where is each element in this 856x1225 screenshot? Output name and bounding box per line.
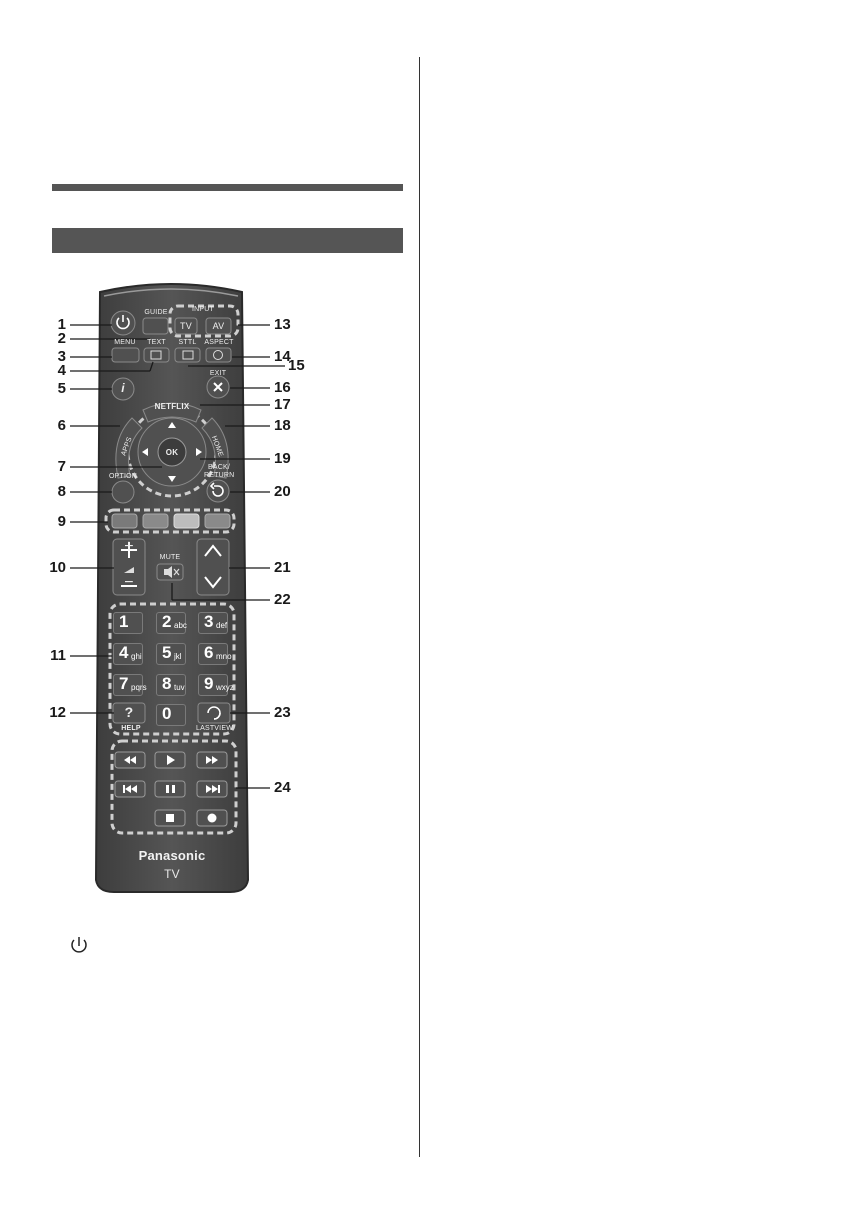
callout-15: 15 xyxy=(288,357,305,374)
yellow-key xyxy=(174,514,199,528)
key-8[interactable]: 8 tuv xyxy=(156,674,186,696)
back-return-button xyxy=(207,480,229,502)
apps-label: APPS xyxy=(120,436,134,457)
callout-24: 24 xyxy=(274,779,291,796)
callout-10: 10 xyxy=(49,559,66,576)
brand-logo: Panasonic xyxy=(138,848,206,863)
power-button xyxy=(111,311,135,335)
key-4[interactable]: 4 ghi xyxy=(113,643,143,665)
callout-12: 12 xyxy=(49,704,66,721)
key-6[interactable]: 6 mno xyxy=(198,643,228,665)
callout-2: 2 xyxy=(57,330,66,347)
volume-minus-label: − xyxy=(124,574,134,591)
callout-19: 19 xyxy=(274,450,291,467)
callout-8: 8 xyxy=(57,483,66,500)
callout-14: 14 xyxy=(274,348,291,365)
sttl-label: STTL xyxy=(178,339,197,346)
av-label[interactable]: AV xyxy=(212,321,225,331)
callout-3: 3 xyxy=(57,348,66,365)
tv-label[interactable]: TV xyxy=(180,321,192,331)
input-label: INPUT xyxy=(192,306,214,313)
guide-label: GUIDE xyxy=(144,309,168,316)
option-label: OPTION xyxy=(108,473,138,480)
callout-20: 20 xyxy=(274,483,291,500)
ok-label[interactable]: OK xyxy=(165,448,179,457)
sttl-button xyxy=(175,348,200,362)
callout-9: 9 xyxy=(57,513,66,530)
home-label: HOME xyxy=(209,435,225,458)
menu-label: MENU xyxy=(114,339,136,346)
menu-button xyxy=(112,348,139,362)
text-label: TEXT xyxy=(147,339,166,346)
red-key xyxy=(112,514,137,528)
callout-6: 6 xyxy=(57,417,66,434)
lastview-button xyxy=(198,703,230,723)
mute-label: MUTE xyxy=(159,554,181,561)
callout-18: 18 xyxy=(274,417,291,434)
option-button xyxy=(112,481,134,503)
callout-16: 16 xyxy=(274,379,291,396)
callout-13: 13 xyxy=(274,316,291,333)
lastview-label: LASTVIEW xyxy=(196,725,233,732)
volume-plus-label: + xyxy=(124,538,134,555)
record-icon xyxy=(208,814,217,823)
text-button xyxy=(144,348,169,362)
stop-icon xyxy=(166,814,174,822)
key-7[interactable]: 7 pqrs xyxy=(113,674,143,696)
netflix-label: NETFLIX xyxy=(154,402,190,411)
key-3[interactable]: 3 def xyxy=(198,612,228,634)
exit-label: EXIT xyxy=(209,370,227,377)
green-key xyxy=(143,514,168,528)
callout-7: 7 xyxy=(57,458,66,475)
callout-5: 5 xyxy=(57,380,66,397)
callout-22: 22 xyxy=(274,591,291,608)
back-return-label: BACK/ RETURN xyxy=(204,464,235,479)
key-9[interactable]: 9 wxyz xyxy=(198,674,228,696)
aspect-label: ASPECT xyxy=(204,339,234,346)
info-label: i xyxy=(121,381,125,395)
help-key-label: ? xyxy=(124,704,134,720)
callout-17: 17 xyxy=(274,396,291,413)
callout-21: 21 xyxy=(274,559,291,576)
callout-11: 11 xyxy=(50,647,66,664)
key-2[interactable]: 2 abc xyxy=(156,612,186,634)
help-label: HELP xyxy=(121,725,141,732)
guide-button xyxy=(143,318,168,334)
pause-button xyxy=(155,781,185,797)
model-label: TV xyxy=(164,867,180,881)
callout-23: 23 xyxy=(274,704,291,721)
blue-key xyxy=(205,514,230,528)
callout-4: 4 xyxy=(57,362,66,379)
key-1[interactable]: 1 xyxy=(113,612,143,634)
callout-1: 1 xyxy=(57,316,66,333)
key-0[interactable]: 0 xyxy=(156,704,186,726)
key-5[interactable]: 5 jkl xyxy=(156,643,186,665)
